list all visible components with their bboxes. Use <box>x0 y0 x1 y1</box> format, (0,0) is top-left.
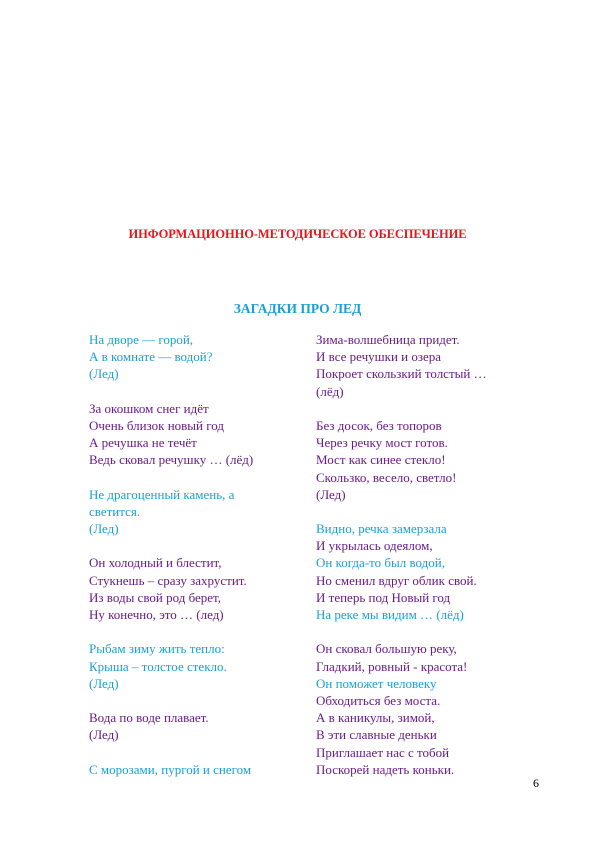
riddle-line: Он когда-то был водой, <box>316 555 445 571</box>
riddles-heading: ЗАГАДКИ ПРО ЛЕД <box>233 301 362 316</box>
riddle-line: И все речушки и озера <box>316 349 442 365</box>
riddle-line: Крыша – толстое стекло. <box>89 658 227 674</box>
riddle-line: Из воды свой род берет, <box>89 589 221 605</box>
riddle-answer: (Лед) <box>89 521 119 537</box>
riddle-line: И теперь под Новый год <box>316 589 451 605</box>
riddle-line: Ну конечно, это … (лед) <box>89 607 224 622</box>
riddle-line: В эти славные деньки <box>316 727 437 743</box>
riddle-answer: (Лед) <box>89 727 119 743</box>
riddle-line: А в комнате — водой? <box>89 349 213 365</box>
riddle-line: Без досок, без топоров <box>316 417 442 433</box>
riddle-line: Гладкий, ровный - красота! <box>316 658 468 674</box>
riddle-line: Покроет скользкий толстый … <box>316 366 487 382</box>
section-title: ИНФОРМАЦИОННО-МЕТОДИЧЕСКОЕ ОБЕСПЕЧЕНИЕ <box>128 227 467 241</box>
riddle-line: На дворе — горой, <box>89 332 194 347</box>
riddle-line: Видно, речка замерзала <box>316 521 447 537</box>
riddle-line: Но сменил вдруг облик свой. <box>316 572 477 588</box>
riddle-line: светится. <box>89 503 141 519</box>
riddle-line: Вода по воде плавает. <box>89 710 209 726</box>
riddle-line: С морозами, пургой и снегом <box>89 761 252 777</box>
riddle-line: А в каникулы, зимой, <box>316 710 435 726</box>
riddle-answer: (Лед) <box>89 366 119 382</box>
riddle-line: На реке мы видим … (лёд) <box>316 607 464 622</box>
riddle-line: Приглашает нас с тобой <box>316 744 450 760</box>
riddle-line: Ведь сковал речушку … (лёд) <box>89 452 254 468</box>
riddle-line: За окошком снег идёт <box>89 400 209 416</box>
riddle-answer: (Лед) <box>316 486 346 502</box>
riddle-line: Обходиться без моста. <box>316 692 441 708</box>
riddle-line: Мост как синее стекло! <box>316 452 446 468</box>
riddle-line: Он холодный и блестит, <box>89 555 222 571</box>
riddle-line: Через речку мост готов. <box>316 435 448 451</box>
left-riddles-column <box>89 331 299 778</box>
riddle-line: Он сковал большую реку, <box>316 641 457 657</box>
riddle-line: И укрылась одеялом, <box>316 538 433 554</box>
riddle-line: Скользко, весело, светло! <box>316 469 457 485</box>
riddle-line: Поскорей надеть коньки. <box>316 761 455 777</box>
page-number: 6 <box>533 776 539 790</box>
riddle-line: Рыбам зиму жить тепло: <box>89 641 225 657</box>
riddle-line: Стукнешь – сразу захрустит. <box>89 572 247 588</box>
riddle-answer: (Лед) <box>89 675 119 691</box>
riddle-line: Не драгоценный камень, а <box>89 486 235 502</box>
riddle-line: Очень близок новый год <box>89 417 224 433</box>
right-riddles-column <box>316 331 516 778</box>
riddle-line: А речушка не течёт <box>89 435 197 451</box>
riddle-line: Он поможет человеку <box>316 675 437 691</box>
riddle-line: Зима-волшебница придет. <box>316 332 460 347</box>
riddle-answer: (лёд) <box>316 383 344 399</box>
